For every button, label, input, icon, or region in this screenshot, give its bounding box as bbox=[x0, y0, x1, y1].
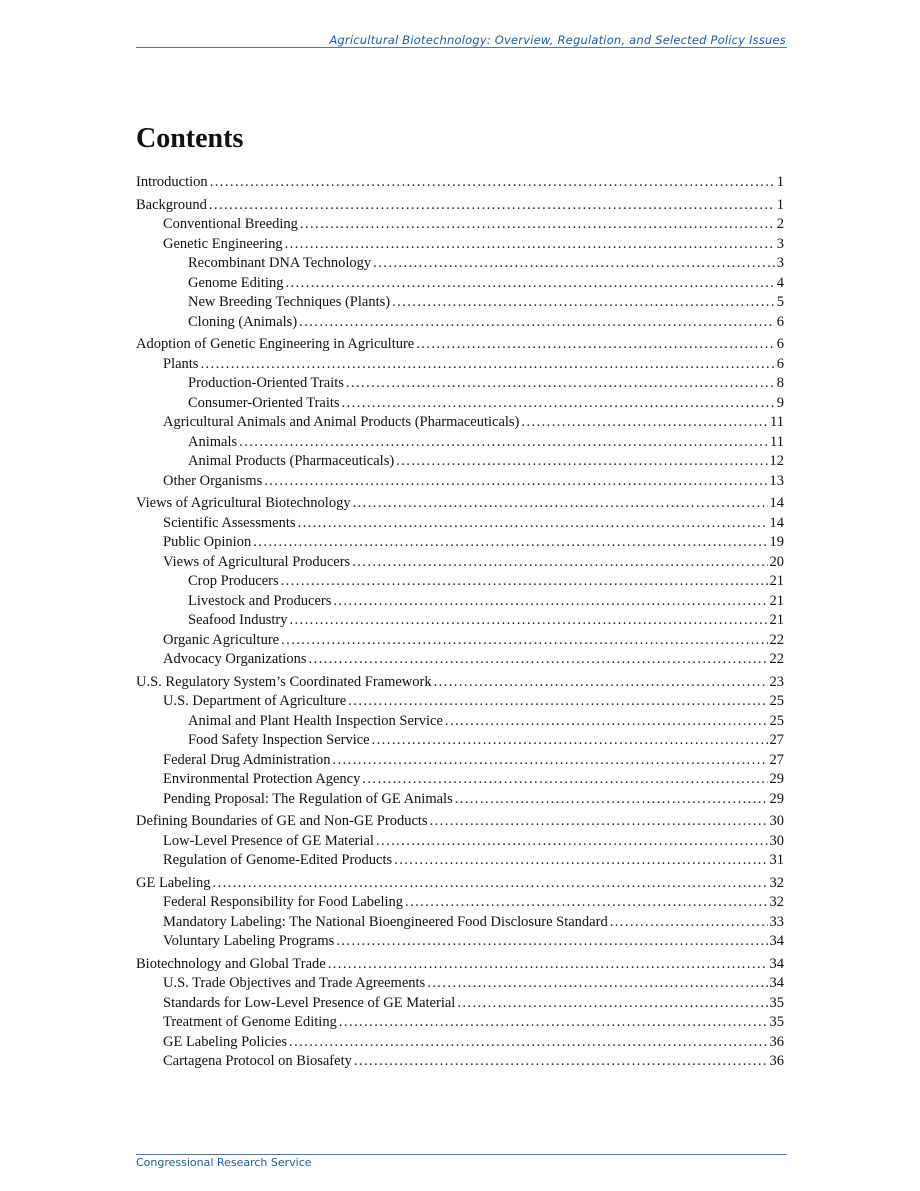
toc-entry[interactable] bbox=[136, 974, 784, 994]
toc-entry[interactable] bbox=[136, 692, 784, 712]
toc-entry-label: U.S. Regulatory System’s Coordinated Framework bbox=[136, 673, 432, 690]
toc-entry[interactable] bbox=[136, 832, 784, 852]
toc-leader-dots bbox=[239, 433, 768, 453]
toc-entry-label: Treatment of Genome Editing bbox=[163, 1014, 337, 1030]
toc-leader-dots bbox=[457, 994, 767, 1014]
toc-entry[interactable] bbox=[136, 374, 784, 394]
toc-leader-dots bbox=[354, 1052, 768, 1072]
toc-entry-page: 29 bbox=[769, 771, 784, 787]
toc-leader-dots bbox=[455, 790, 768, 810]
toc-leader-dots bbox=[348, 692, 767, 712]
toc-entry-page: 35 bbox=[769, 1014, 784, 1030]
toc-entry[interactable] bbox=[136, 851, 784, 871]
toc-leader-dots bbox=[346, 374, 775, 394]
toc-entry[interactable] bbox=[136, 514, 784, 534]
toc-entry-page: 20 bbox=[769, 553, 784, 570]
toc-entry-label: GE Labeling Policies bbox=[163, 1033, 288, 1050]
toc-entry-page: 21 bbox=[769, 612, 784, 628]
toc-leader-dots bbox=[299, 313, 775, 333]
toc-entry[interactable] bbox=[136, 355, 784, 375]
toc-leader-dots bbox=[281, 572, 768, 592]
toc-entry-page: 9 bbox=[776, 394, 784, 411]
toc-entry-label: Cloning (Animals) bbox=[188, 313, 298, 330]
toc-entry-page: 29 bbox=[769, 790, 784, 807]
toc-leader-dots bbox=[210, 173, 775, 193]
toc-entry-page: 34 bbox=[769, 975, 784, 991]
toc-entry[interactable] bbox=[136, 1013, 784, 1033]
toc-leader-dots bbox=[427, 974, 767, 994]
toc-leader-dots bbox=[200, 355, 774, 375]
toc-leader-dots bbox=[209, 196, 775, 216]
toc-leader-dots bbox=[264, 472, 767, 492]
toc-entry-label: Organic Agriculture bbox=[163, 631, 280, 648]
toc-entry-page: 6 bbox=[776, 336, 784, 352]
toc-entry-page: 6 bbox=[776, 355, 784, 372]
toc-entry[interactable] bbox=[136, 893, 784, 913]
toc-entry[interactable] bbox=[136, 932, 784, 952]
table-of-contents bbox=[136, 173, 784, 1072]
toc-entry[interactable] bbox=[136, 751, 784, 771]
toc-leader-dots bbox=[213, 874, 768, 894]
toc-entry[interactable] bbox=[136, 335, 784, 355]
toc-leader-dots bbox=[362, 770, 767, 790]
toc-leader-dots bbox=[521, 413, 768, 433]
toc-entry-page: 14 bbox=[769, 514, 784, 531]
toc-entry-page: 11 bbox=[770, 414, 784, 430]
toc-entry[interactable] bbox=[136, 955, 784, 975]
header-rule bbox=[136, 47, 787, 48]
toc-leader-dots bbox=[298, 514, 768, 534]
toc-entry[interactable] bbox=[136, 592, 784, 612]
toc-entry-label: Advocacy Organizations bbox=[163, 651, 307, 667]
toc-entry-label: Regulation of Genome-Edited Products bbox=[163, 852, 393, 868]
toc-entry[interactable] bbox=[136, 215, 784, 235]
toc-entry-page: 14 bbox=[769, 495, 784, 511]
toc-entry[interactable] bbox=[136, 1052, 784, 1072]
toc-leader-dots bbox=[445, 712, 768, 732]
toc-entry-page: 11 bbox=[770, 433, 784, 450]
toc-entry[interactable] bbox=[136, 313, 784, 333]
toc-entry-label: Standards for Low-Level Presence of GE Material bbox=[163, 994, 456, 1011]
toc-entry-label: Public Opinion bbox=[163, 534, 252, 550]
toc-leader-dots bbox=[405, 893, 767, 913]
toc-entry-page: 25 bbox=[769, 712, 784, 729]
toc-leader-dots bbox=[328, 955, 768, 975]
toc-entry-label: Conventional Breeding bbox=[163, 216, 298, 232]
toc-entry-label: Introduction bbox=[136, 174, 208, 190]
toc-leader-dots bbox=[289, 1033, 767, 1053]
toc-entry-label: Views of Agricultural Producers bbox=[163, 553, 351, 570]
toc-entry[interactable] bbox=[136, 770, 784, 790]
toc-entry-page: 35 bbox=[769, 994, 784, 1011]
toc-entry-page: 32 bbox=[769, 874, 784, 891]
toc-entry-page: 22 bbox=[769, 631, 784, 648]
toc-entry-page: 3 bbox=[776, 255, 784, 271]
toc-entry[interactable] bbox=[136, 235, 784, 255]
toc-entry[interactable] bbox=[136, 572, 784, 592]
toc-leader-dots bbox=[333, 751, 768, 771]
toc-entry-page: 27 bbox=[769, 732, 784, 748]
toc-entry-label: Other Organisms bbox=[163, 472, 263, 489]
toc-entry[interactable] bbox=[136, 994, 784, 1014]
toc-entry-page: 30 bbox=[769, 832, 784, 849]
toc-entry[interactable] bbox=[136, 611, 784, 631]
toc-entry[interactable] bbox=[136, 173, 784, 193]
toc-entry-label: Low-Level Presence of GE Material bbox=[163, 832, 374, 849]
toc-entry[interactable] bbox=[136, 790, 784, 810]
toc-entry-page: 3 bbox=[776, 235, 784, 252]
toc-leader-dots bbox=[308, 650, 767, 670]
toc-entry[interactable] bbox=[136, 494, 784, 514]
toc-entry-label: Seafood Industry bbox=[188, 612, 288, 628]
toc-entry-label: Background bbox=[136, 196, 207, 213]
toc-entry[interactable] bbox=[136, 472, 784, 492]
toc-entry-label: Crop Producers bbox=[188, 573, 279, 589]
toc-entry-label: Federal Responsibility for Food Labeling bbox=[163, 894, 404, 910]
toc-leader-dots bbox=[353, 494, 768, 514]
toc-leader-dots bbox=[376, 832, 768, 852]
toc-entry-label: Animals bbox=[188, 433, 238, 450]
toc-leader-dots bbox=[396, 452, 767, 472]
toc-entry-label: Plants bbox=[163, 355, 199, 372]
toc-entry[interactable] bbox=[136, 712, 784, 732]
toc-leader-dots bbox=[434, 673, 768, 693]
toc-entry-page: 34 bbox=[769, 955, 784, 972]
toc-entry[interactable] bbox=[136, 553, 784, 573]
toc-entry-page: 6 bbox=[776, 313, 784, 330]
toc-entry-label: GE Labeling bbox=[136, 874, 211, 891]
toc-entry-label: Consumer-Oriented Traits bbox=[188, 394, 340, 411]
toc-entry-page: 36 bbox=[769, 1033, 784, 1050]
toc-leader-dots bbox=[281, 631, 767, 651]
toc-entry-page: 1 bbox=[776, 174, 784, 190]
toc-entry-label: Food Safety Inspection Service bbox=[188, 732, 370, 748]
toc-entry-page: 23 bbox=[769, 673, 784, 690]
toc-entry-page: 13 bbox=[769, 472, 784, 489]
toc-leader-dots bbox=[285, 274, 774, 294]
toc-entry[interactable] bbox=[136, 1033, 784, 1053]
toc-entry-label: Animal and Plant Health Inspection Service bbox=[188, 712, 443, 729]
toc-leader-dots bbox=[373, 254, 775, 274]
toc-entry-page: 19 bbox=[769, 534, 784, 550]
toc-entry-label: Adoption of Genetic Engineering in Agriculture bbox=[136, 336, 415, 352]
footer-rule bbox=[136, 1154, 787, 1155]
toc-entry-label: Animal Products (Pharmaceuticals) bbox=[188, 453, 395, 469]
toc-entry[interactable] bbox=[136, 413, 784, 433]
toc-entry-label: Recombinant DNA Technology bbox=[188, 255, 372, 271]
toc-entry-label: Defining Boundaries of GE and Non-GE Products bbox=[136, 813, 428, 829]
toc-entry[interactable] bbox=[136, 293, 784, 313]
toc-entry-page: 22 bbox=[769, 651, 784, 667]
toc-entry-label: Genome Editing bbox=[188, 274, 284, 291]
toc-leader-dots bbox=[253, 533, 767, 553]
toc-entry-page: 34 bbox=[769, 933, 784, 949]
toc-entry[interactable] bbox=[136, 452, 784, 472]
toc-entry[interactable] bbox=[136, 533, 784, 553]
running-footer: Congressional Research Service bbox=[136, 1156, 312, 1169]
toc-entry-label: New Breeding Techniques (Plants) bbox=[188, 294, 391, 310]
toc-entry[interactable] bbox=[136, 913, 784, 933]
toc-leader-dots bbox=[342, 394, 775, 414]
toc-entry[interactable] bbox=[136, 394, 784, 414]
toc-leader-dots bbox=[336, 932, 767, 952]
toc-leader-dots bbox=[392, 293, 775, 313]
toc-leader-dots bbox=[416, 335, 775, 355]
toc-entry-page: 2 bbox=[776, 216, 784, 232]
toc-entry-page: 32 bbox=[769, 894, 784, 910]
toc-entry[interactable] bbox=[136, 274, 784, 294]
toc-entry-page: 25 bbox=[769, 693, 784, 709]
toc-entry-page: 30 bbox=[769, 813, 784, 829]
toc-entry[interactable] bbox=[136, 254, 784, 274]
toc-entry[interactable] bbox=[136, 812, 784, 832]
toc-entry[interactable] bbox=[136, 650, 784, 670]
toc-leader-dots bbox=[372, 731, 768, 751]
toc-leader-dots bbox=[394, 851, 767, 871]
toc-leader-dots bbox=[352, 553, 767, 573]
toc-entry-label: Agricultural Animals and Animal Products (Pharmaceuticals) bbox=[163, 414, 520, 430]
toc-leader-dots bbox=[610, 913, 768, 933]
toc-entry[interactable] bbox=[136, 874, 784, 894]
running-header: Agricultural Biotechnology: Overview, Regulation, and Selected Policy Issues bbox=[329, 33, 786, 47]
toc-entry[interactable] bbox=[136, 196, 784, 216]
toc-entry[interactable] bbox=[136, 673, 784, 693]
toc-entry-page: 21 bbox=[769, 592, 784, 609]
toc-leader-dots bbox=[339, 1013, 768, 1033]
toc-entry-label: Cartagena Protocol on Biosafety bbox=[163, 1053, 352, 1069]
toc-entry[interactable] bbox=[136, 631, 784, 651]
toc-entry-page: 4 bbox=[776, 274, 784, 291]
toc-leader-dots bbox=[333, 592, 767, 612]
toc-entry-page: 31 bbox=[769, 852, 784, 868]
toc-entry-page: 1 bbox=[776, 196, 784, 213]
toc-leader-dots bbox=[300, 215, 775, 235]
toc-entry-label: Federal Drug Administration bbox=[163, 751, 331, 768]
toc-entry-label: Environmental Protection Agency bbox=[163, 771, 361, 787]
toc-entry-label: Production-Oriented Traits bbox=[188, 375, 344, 391]
toc-leader-dots bbox=[430, 812, 768, 832]
toc-entry-page: 27 bbox=[769, 751, 784, 768]
toc-entry[interactable] bbox=[136, 433, 784, 453]
toc-entry-label: Mandatory Labeling: The National Bioengineered Food Disclosure Standard bbox=[163, 913, 608, 930]
page-title: Contents bbox=[136, 123, 244, 154]
toc-entry-page: 8 bbox=[776, 375, 784, 391]
toc-entry[interactable] bbox=[136, 731, 784, 751]
toc-entry-page: 36 bbox=[769, 1053, 784, 1069]
toc-entry-label: U.S. Trade Objectives and Trade Agreements bbox=[163, 975, 426, 991]
toc-entry-label: Genetic Engineering bbox=[163, 235, 283, 252]
toc-entry-label: U.S. Department of Agriculture bbox=[163, 693, 347, 709]
toc-entry-page: 5 bbox=[776, 294, 784, 310]
toc-entry-label: Biotechnology and Global Trade bbox=[136, 955, 326, 972]
toc-entry-label: Voluntary Labeling Programs bbox=[163, 933, 335, 949]
toc-leader-dots bbox=[285, 235, 775, 255]
toc-leader-dots bbox=[289, 611, 767, 631]
toc-entry-page: 21 bbox=[769, 573, 784, 589]
toc-entry-label: Views of Agricultural Biotechnology bbox=[136, 495, 351, 511]
toc-entry-label: Livestock and Producers bbox=[188, 592, 332, 609]
toc-entry-label: Pending Proposal: The Regulation of GE Animals bbox=[163, 790, 453, 807]
toc-entry-page: 12 bbox=[769, 453, 784, 469]
toc-entry-page: 33 bbox=[769, 913, 784, 930]
toc-entry-label: Scientific Assessments bbox=[163, 514, 296, 531]
